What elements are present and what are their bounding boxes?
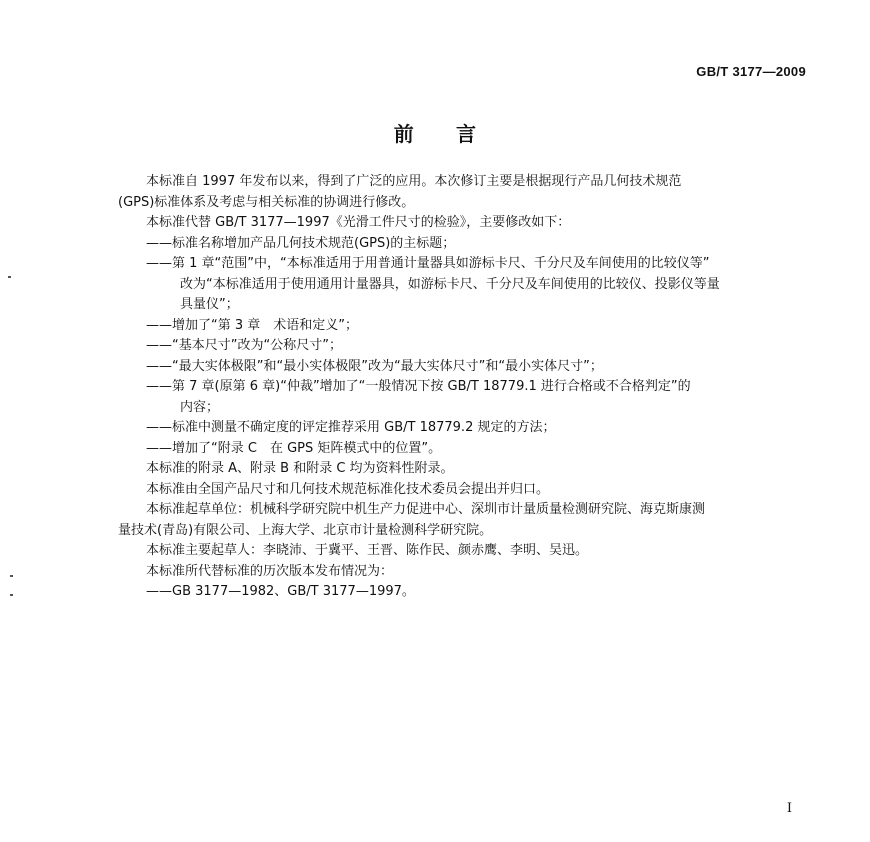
paragraph-line: (GPS)标准体系及考虑与相关标准的协调进行修改。 <box>118 194 415 210</box>
paragraph-line: 本标准起草单位：机械科学研究院中机生产力促进中心、深圳市计量质量检测研究院、海克斯康测 <box>146 502 706 517</box>
list-item: ——第 7 章(原第 6 章)“仲裁”增加了“一般情况下按 GB/T 18779.1 进行合格或不合格判定”的 <box>146 379 691 394</box>
list-item: ——GB 3177—1982、GB/T 3177—1997。 <box>146 584 415 599</box>
scan-speck <box>10 594 13 596</box>
paragraph-line: 本标准的附录 A、附录 B 和附录 C 均为资料性附录。 <box>146 461 454 476</box>
list-item: ——标准中测量不确定度的评定推荐采用 GB/T 18779.2 规定的方法； <box>146 420 556 435</box>
list-item: ——增加了“附录 C 在 GPS 矩阵模式中的位置”。 <box>146 440 442 456</box>
list-item-continuation: 改为“本标准适用于使用通用计量器具，如游标卡尺、千分尺及车间使用的比较仪、投影仪等量 <box>180 276 720 292</box>
paragraph-line: 本标准自 1997 年发布以来，得到了广泛的应用。本次修订主要是根据现行产品几何技术规范 <box>146 174 682 189</box>
paragraph-line: 量技术(青岛)有限公司、上海大学、北京市计量检测科学研究院。 <box>118 522 493 538</box>
title-char-1: 前 <box>393 122 414 146</box>
page-title <box>0 118 870 147</box>
paragraph-line: 本标准由全国产品尺寸和几何技术规范标准化技术委员会提出并归口。 <box>146 481 550 497</box>
list-item-continuation: 内容； <box>180 399 220 415</box>
list-item: ——增加了“第 3 章 术语和定义”； <box>146 317 359 333</box>
scan-speck <box>10 575 13 577</box>
paragraph-line: 本标准所代替标准的历次版本发布情况为： <box>146 563 394 579</box>
list-item: ——“基本尺寸”改为“公称尺寸”； <box>146 338 342 353</box>
page-number: I <box>786 801 792 816</box>
list-item: ——“最大实体极限”和“最小实体极限”改为“最大实体尺寸”和“最小实体尺寸”； <box>146 358 603 374</box>
list-item-continuation: 具量仪”； <box>180 297 239 312</box>
paragraph-line: 本标准主要起草人：李晓沛、于冀平、王晋、陈作民、颜赤鹰、李明、吴迅。 <box>146 543 589 558</box>
list-item: ——第 1 章“范围”中，“本标准适用于用普通计量器具如游标卡尺、千分尺及车间使用的比较仪等” <box>146 256 710 271</box>
title-char-2: 言 <box>456 122 477 146</box>
foreword-body <box>118 172 808 603</box>
standard-code: GB/T 3177—2009 <box>696 64 806 79</box>
list-item: ——标准名称增加产品几何技术规范(GPS)的主标题； <box>146 235 456 251</box>
scan-speck <box>8 276 11 278</box>
paragraph-line: 本标准代替 GB/T 3177—1997《光滑工件尺寸的检验》，主要修改如下： <box>146 215 571 230</box>
